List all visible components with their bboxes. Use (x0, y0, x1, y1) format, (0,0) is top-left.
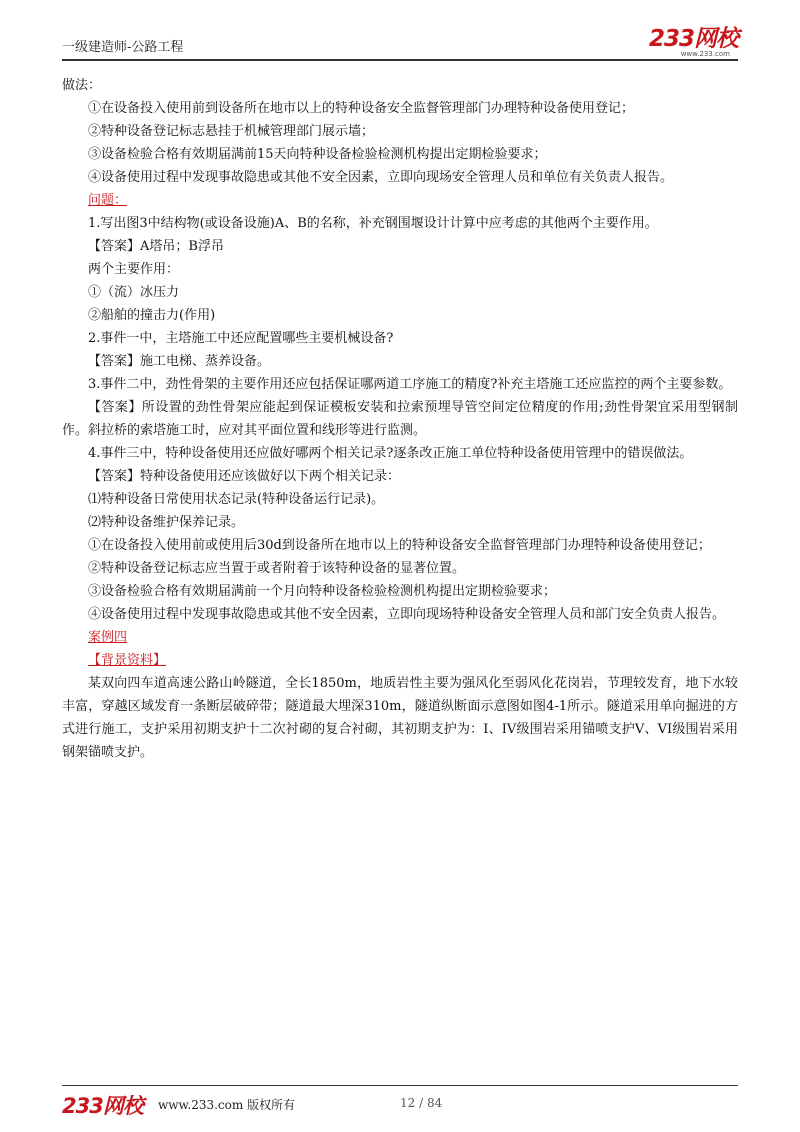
section-heading (62, 626, 738, 649)
body-paragraph: 【答案】特种设备使用还应该做好以下两个相关记录： (88, 469, 401, 484)
body-paragraph: ⑵特种设备维护保养记录。 (88, 515, 245, 530)
body-paragraph: ①在设备投入使用前到设备所在地市以上的特种设备安全监督管理部门办理特种设备使用登记； (88, 101, 635, 116)
brand-logo[interactable] (649, 28, 738, 59)
body-paragraph: ④设备使用过程中发现事故隐患或其他不安全因素，立即向现场特种设备安全管理人员和部门安全负责人报告。 (88, 607, 726, 622)
page-header (62, 28, 738, 58)
section-heading-label: 案例四 (88, 630, 128, 645)
section-heading (62, 649, 738, 672)
body-paragraph: 【答案】所设置的劲性骨架应能起到保证模板安装和拉索预埋导管空间定位精度的作用;劲性骨架宜采用型钢制作。斜拉桥的索塔施工时，应对其平面位置和线形等进行监测。 (62, 400, 738, 438)
section-heading-label: 【背景资料】 (88, 653, 167, 668)
footer-divider (62, 1085, 738, 1086)
footer-logo[interactable]: 233网校 (62, 1094, 143, 1118)
body-paragraph: 做法： (62, 78, 102, 93)
body-paragraph: 【答案】施工电梯、蒸养设备。 (88, 354, 271, 369)
body-paragraph: 3.事件二中，劲性骨架的主要作用还应包括保证哪两道工序施工的精度?补充主塔施工还应监控的两个主要参数。 (88, 377, 732, 392)
body-paragraph: ⑴特种设备日常使用状态记录(特种设备运行记录)。 (88, 492, 385, 507)
footer-copyright: www.233.com 版权所有 (158, 1098, 296, 1112)
body-paragraph: 两个主要作用： (88, 262, 180, 277)
body-paragraph: 4.事件三中，特种设备使用还应做好哪两个相关记录?逐条改正施工单位特种设备使用管理中的错误做法。 (88, 446, 693, 461)
body-paragraph: ①（流）冰压力 (88, 285, 180, 300)
header-divider (62, 59, 738, 61)
body-paragraph: ③设备检验合格有效期届满前一个月向特种设备检验检测机构提出定期检验要求； (88, 584, 557, 599)
body-paragraph: 2.事件一中，主塔施工中还应配置哪些主要机械设备? (88, 331, 394, 346)
body-paragraph: ②特种设备登记标志悬挂于机械管理部门展示墙； (88, 124, 375, 139)
document-body (62, 74, 738, 764)
body-paragraph: ④设备使用过程中发现事故隐患或其他不安全因素，立即向现场安全管理人员和单位有关负责人报告。 (88, 170, 674, 185)
logo-url: www.233.com (680, 50, 730, 58)
page-number: 12 / 84 (400, 1096, 443, 1110)
section-heading-label: 问题： (88, 193, 128, 208)
body-paragraph: 某双向四车道高速公路山岭隧道，全长1850m，地质岩性主要为强风化至弱风化花岗岩，节理较发育，地下水较丰富，穿越区域发育一条断层破碎带；隧道最大埋深310m，隧道纵断面示意图如图4-1所示。隧道采用单向掘进的方式进行施工，支护采用初期支护十二次衬砌的复合衬砌，其初期支护为：I、IV级围岩采用锚喷支护V、VI级围岩采用钢架锚喷支护。 (62, 676, 738, 760)
body-paragraph: ②船舶的撞击力(作用) (88, 308, 216, 323)
body-paragraph: 1.写出图3中结构物(或设备设施)A、B的名称，补充钢围堰设计计算中应考虑的其他两个主要作用。 (88, 216, 658, 231)
body-paragraph: ②特种设备登记标志应当置于或者附着于该特种设备的显著位置。 (88, 561, 466, 576)
document-title: 一级建造师-公路工程 (62, 40, 184, 55)
body-paragraph: ③设备检验合格有效期届满前15天向特种设备检验检测机构提出定期检验要求； (88, 147, 547, 162)
logo-text: 233网校 (648, 26, 738, 52)
body-paragraph: ①在设备投入使用前或使用后30d到设备所在地市以上的特种设备安全监督管理部门办理特种设备使用登记； (88, 538, 711, 553)
page-footer (62, 1090, 738, 1116)
body-paragraph: 【答案】A塔吊；B浮吊 (88, 239, 224, 254)
section-heading (62, 189, 738, 212)
